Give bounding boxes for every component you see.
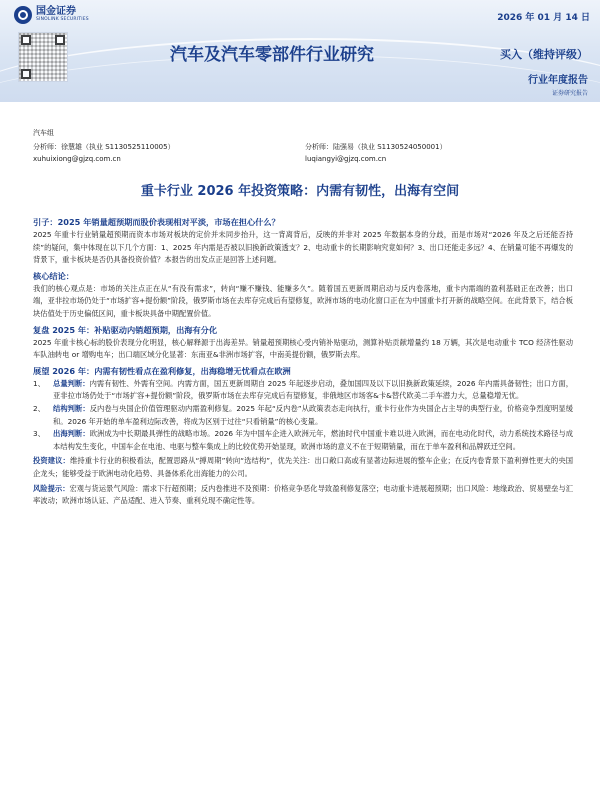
risk-text: 宏观与货运景气风险：需求下行超预期；反内卷推进不及预期：价格竞争恶化导致盈利修复落空；电动重卡进展超预期；出口风险：地缘政治、贸易壁垒与汇率波动；欧洲市场认证、产品适配、进入节奏、重利兑现不确定性等。 <box>33 483 574 506</box>
analyst-block <box>305 141 447 165</box>
paragraph <box>33 483 573 508</box>
report-date: 2026 年 01 月 14 日 <box>497 13 590 23</box>
section-heading: 引子：2025 年销量超预期而股价表现相对平淡，市场在担心什么？ <box>33 217 280 227</box>
department-label: 证券研究报告 <box>551 90 588 97</box>
list-number: 1、 <box>33 378 45 388</box>
group-label: 汽车组 <box>33 129 54 137</box>
list-text: 反内卷与央国企价值管理驱动内需盈利修复。2025 年起“反内卷”从政策表态走向执行，重卡行业作为央国企占主导的典型行业，价格竞争烈度明显缓和。2026 年开始的单车盈利边际改善，将成为区别于过往“只看销量”的核心变量。 <box>53 403 574 426</box>
list-text: 欧洲成为中长期最具弹性的战略市场。2026 年为中国车企进入欧洲元年，燃油时代中国重卡难以进入欧洲，而在电动化时代，动力系统技术路径与成本结构发生变化，中国车企在电池、电驱与整车集成上的比较优势开始显现，欧洲市场的意义不在于短期销量，而在于单车盈利和品牌跃迁空间。 <box>53 429 573 451</box>
report-header <box>0 0 600 102</box>
rating-label: 买入（维持评级） <box>500 48 588 61</box>
paragraph <box>33 455 573 480</box>
list-number: 3、 <box>33 429 45 439</box>
logo-english: SINOLINK SECURITIES <box>36 17 89 23</box>
list-lead: 结构判断： <box>53 403 90 413</box>
report-body <box>33 213 573 508</box>
list-lead: 总量判断： <box>53 378 90 388</box>
list-item <box>33 403 573 428</box>
paragraph: 2025 年重卡行业销量超预期而资本市场对板块的定价并未同步抬升，这一背离背后，反映的并非对 2025 年数据本身的分歧，而是市场对“2026 年及之后还能否持续”的疑问，集中体现在以下几个方面：1、2025 年内需是否被以旧换新政策透支？2、电动重卡的长期影响究竟如何？3、出口还能走多远？4、在销量可能不再爆发的背景下，重卡板块是否仍具备投资价值？本报告的出发点正是回答上述问题。 <box>33 230 573 265</box>
paragraph: 2025 年重卡核心标的股价表现分化明显，核心解释源于出海差异。销量超预期核心受内销补贴驱动，测算补贴贡献增量约 18 万辆，其次是电动重卡 TCO 经济性驱动车队油转电 or 增购电车；出口端区域分化显著：东南亚&非洲市场扩容，中南美提份额，俄罗斯去库。 <box>33 337 573 360</box>
risk-heading: 风险提示： <box>33 483 70 493</box>
list-item <box>33 378 573 403</box>
section-heading: 核心结论： <box>33 270 74 281</box>
analyst-email[interactable]: xuhuixiong@gjzq.com.cn <box>33 155 121 163</box>
list-item <box>33 428 573 453</box>
industry-title: 汽车及汽车零部件行业研究 <box>170 45 374 65</box>
document-title: 重卡行业 2026 年投资策略：内需有韧性，出海有空间 <box>140 184 460 199</box>
list-lead: 出海判断： <box>53 429 90 439</box>
paragraph: 我们的核心观点是：市场的关注点正在从“有没有需求”，转向“赚不赚钱、能赚多久”。随着国五更新周期启动与反内卷落地，重卡内需端的盈利基础正在改善；出口端，亚非拉市场仍处于“市场扩容+提份额”阶段，俄罗斯市场在去库存完成后有望修复，欧洲市场的电动化窗口正在为中国重卡打开新的战略空间。在此背景下，结合板块估值处于历史偏低区间，重卡板块具备中期配置价值。 <box>33 283 573 318</box>
advice-text: 维持重卡行业的积极看法，配置思路从“搏周期”转向“选结构”，优先关注：出口敞口高或有显著边际进展的整车企业；在反内卷背景下盈利弹性更大的央国企龙头；能够受益于欧洲电动化趋势、具备体系化出海能力的公司。 <box>33 456 574 478</box>
list-number: 2、 <box>33 403 45 413</box>
analyst-email[interactable]: luqiangyi@gjzq.com.cn <box>305 155 387 163</box>
qr-code-icon <box>18 32 68 82</box>
analyst-name: 分析师：陆强易（执业 S1130524050001） <box>305 143 447 151</box>
report-type: 行业年度报告 <box>528 75 588 86</box>
section-heading: 复盘 2025 年：补贴驱动内销超预期，出海有分化 <box>33 324 218 335</box>
logo-icon <box>14 6 32 24</box>
advice-heading: 投资建议： <box>33 456 70 466</box>
analyst-name: 分析师：徐慧雄（执业 S1130525110005） <box>33 143 175 151</box>
logo-name: 国金证券 <box>36 6 76 18</box>
section-heading: 展望 2026 年：内需有韧性看点在盈利修复，出海稳增无忧看点在欧洲 <box>33 365 291 376</box>
list-text: 内需有韧性、外需有空间。内需方面，国五更新周期自 2025 年起逐步启动，叠加国四及以下以旧换新政策延续，2026 年内需具备韧性；出口方面，亚非拉市场仍处于“市场扩容+提份额”阶段，俄罗斯市场在去库存完成后有望修复，非俄地区市场客&卡&替代欧美二手车潜力大，总量稳增无忧。 <box>53 378 573 401</box>
brand-logo <box>14 6 89 24</box>
analyst-block <box>33 141 175 165</box>
